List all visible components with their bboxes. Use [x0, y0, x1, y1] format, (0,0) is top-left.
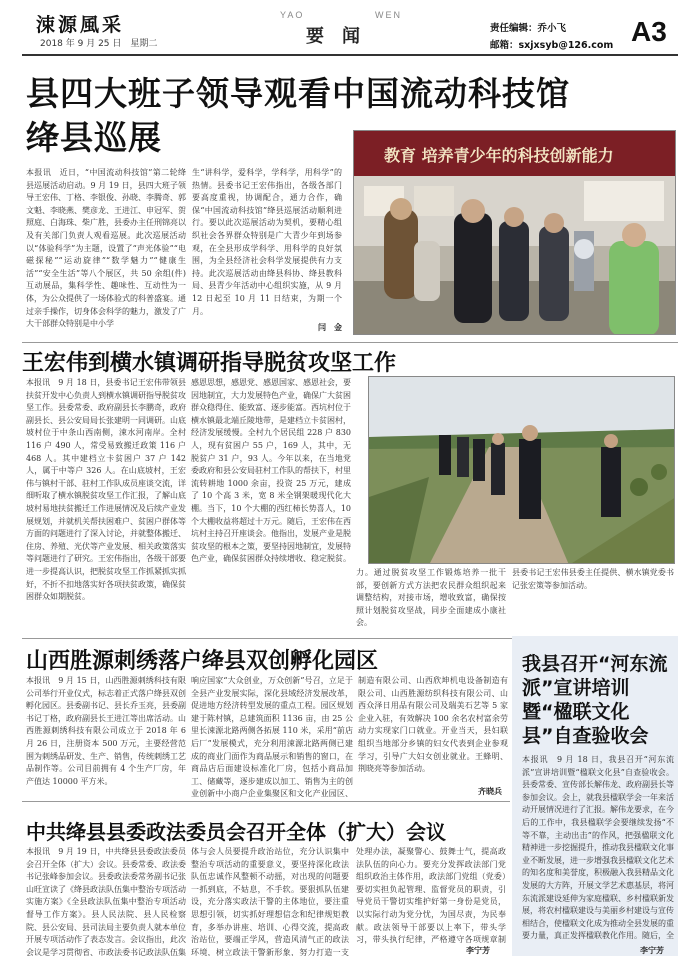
issue-date: 2018 年 9 月 25 日 星期二 — [40, 39, 158, 49]
section-title: 要闻 — [306, 26, 378, 47]
page-number: A3 — [631, 16, 667, 47]
article1-title-line1: 县四大班子领导观看中国流动科技馆 — [26, 74, 570, 113]
article3-title: 山西胜源刺绣落户绛县双创孵化园区 — [26, 649, 379, 674]
article1-title-line2: 绛县巡展 — [26, 118, 162, 157]
photo-banner-text: 教育 培养青少年的科技创新能力 — [384, 146, 614, 165]
article3-column1: 本报讯 9 月 15 日，山西胜源刺绣科技有限公司举行开业仪式，标志着正式落户绛县双创孵化园区。县委副书记、县长乔玉亮，县委副书记丁格，政府副县长王进江等出席活动。山西胜源刺绣科技有限公司成立于 2018 年 6 月 26 日，注册资本 500 万元，主要经营范围为刺绣品研发、生产、销售，传统刺绣工艺品制作等。公司目前拥有 4 个生产厂房，年产值达 10000 平方米。 — [26, 676, 186, 786]
article4-title: 我县召开“河东流派”宣讲培训暨“楹联文化县”自查验收会 — [522, 653, 668, 747]
article2-title: 王宏伟到横水镇调研指导脱贫攻坚工作 — [22, 351, 397, 376]
section-pinyin-left: YAO — [280, 10, 305, 20]
article5-column3: 处理办法，凝聚警心、鼓舞士气，提高政法队伍的向心力。要充分发挥政法部门党组织政治主体作用，政法部门党组（党委）要切实担负起管理、监督党员的职责，引导党员干警切实维护好第一身份是党员，以实际行动为党分忧，为国尽责，为民奉献。政法领导干部要以上率下，带头学习，带头执行纪律，严格遵守各项规章制 — [356, 847, 506, 944]
masthead-rule — [22, 54, 678, 56]
article2-photo-caption: 县委书记王宏伟县委主任提供、横水镇党委书记张宏策等参加活动。 — [512, 568, 674, 590]
newspaper-logo: 涑源風采 — [36, 14, 125, 36]
article5-author: 李宁芳 — [466, 946, 490, 955]
article1-author: 闫 金 — [318, 323, 342, 332]
article5-title: 中共绛县县委政法委员会召开全体（扩大）会议 — [26, 820, 446, 844]
article5-column1: 本报讯 9 月 19 日，中共绛县县委政法委员会召开全体（扩大）会议。县委常委、政法委书记张峰参加会议。县委政法委常务副书记张山旺宣读了《绛县政法队伍集中整治专项活动实施方案》《全县政法队伍集中整治专项活动督导工作方案》。县人民法院、县人民检察院、县公安局、县司法局主要负责人就本单位开展专项活动作了表态发言。会议指出，此次会议是学习贯彻省、市政法委书记政法队伍集 — [26, 847, 186, 956]
article2-column1: 本报讯 9 月 18 日，县委书记王宏伟带领县扶贫开发中心负责人到横水镇调研指导脱贫攻坚工作。县委常委、政府副县长李鹏奇，政府副县长、县公安局局长张建明一同调研。山底坡村位于中条山西南侧，涑水河南岸。全村 116 户 490 人，常受易致搬迁政策 116 户 468 人。其中建档立卡贫困户 37 户 142 人，属于中等户 326 人。在山底坡村，王宏伟与镇村干部、驻村工作队成员座谈交流，详细听取了横水镇脱贫攻坚工作汇报，了解山底坡村易地扶贫搬迁工作进展情况及后续产业发展规划，并就机关帮扶困难户、贫困户群体等方面的问题进行了深入讨论，并就整体搬迁、住房、养殖、光伏等产业发展、相关政策落实等问题进行了研究。王宏伟指出，各级干部要进一步提高认识，把脱贫攻坚工作抓紧抓实抓好，不折不扣地落实好各项扶贫政策，确保贫困群众如期脱贫。 — [26, 378, 186, 602]
article1-column1: 本报讯 近日，“中国流动科技馆”第二轮绛县巡展活动启动。9 月 19 日，县四大班子领导王宏伟、丁格、李银俊、孙晓、李腾奇、郭文魁、李晓燕、樊彦龙、王进江、申冠军、贺照庭、白海珠、柴广胜，县委办主任刑锦亮以及有关部门负责人观看巡展。此次巡展活动以“体验科学”为主题，设置了“声光体验”“电磁探秘”“运动旋律”“数学魅力”“健康生活”“安全生活”等八个展区，共 50 余组(件)互动展品，集科学性、趣味性、互动性为一体，为公众提供了一场体验式的科普盛宴。通过亲手操作，切身体会科学的魅力，激发了广大干部群众特别是中小学 — [26, 168, 186, 329]
email-line: 邮箱：sxjxsyb@126.com — [490, 40, 614, 51]
field-inspection-photo — [368, 376, 675, 564]
divider-1 — [22, 342, 678, 343]
editor-line: 责任编辑：乔小飞 — [490, 23, 567, 34]
article3-author: 齐晓兵 — [478, 787, 502, 796]
article3-column2: 响应国家“大众创业，万众创新”号召，立足于全县产业发展实际，深化县域经济发展改革，促进地方经济转型发展的重点工程。园区规划建于陈村镇，总建筑面积 1136 亩，由 25 公里长涑源北路两侧各拓展 110 米，采用“前店后厂”发展模式，充分利用涑源北路两侧已建成的商业门面作为商品展示和销售的窗口，在商品店后面建设标准化厂房，包括小商品加工、储藏等，逐步建成以加工、销售为主的创业创新中小商户企业集聚区和文化产业园区、 — [191, 676, 353, 798]
article2-column2: 感恩思想，感恩党、感恩国家、感恩社会，要因地制宜，大力发展特色产业，确保广大贫困群众稳得住、能致富、逐步能富。西坑村位于横水镇最北端丘陵地带，是建档立卡贫困村，经济发展缓慢。全村九个居民组 228 户 830 人，现有贫困户 55 户，169 人，其中，无脱贫户 31 户，93 人。今年以来，在当地党委政府和县公安局驻村工作队的帮扶下，村里流转耕地 1000 余亩，投资 25 万元，建成了 10 个高 3 米，宽 8 米全钢架暖现代化大棚。当下，10 个大棚的西红柿长势喜人，10 个大棚收益将超过十万元。随后，王宏伟在西坑村主持召开座谈会。他指出，发展产业是脱贫攻坚的根本之策，要坚持因地制宜，发展特色产业，确保贫困群众持续增收、稳定脱贫。 — [191, 378, 351, 564]
science-museum-photo — [353, 130, 676, 335]
article4-body: 本报讯 9 月 18 日，我县召开“河东流派”宣讲培训暨“楹联文化县”自查验收会。县委常委、宣传部长解伟龙、政府副县长等参加会议。会上，就我县楹联学会一年来活动开展情况进行了汇报。解伟龙要求，在今后的工作中，我县楹联学会要继续发扬“不等不靠，主动出击”的作风，把强楹联文化精神进一步挖掘提升，推动我县楹联文化事业不断发展，进一步增强我县楹联文化艺术的知名度和美誉度，积极融入我县精品文化发展的大方阵，开展文学艺术惠基层，将河东流派建设延伸为家庭楹联、乡村楹联新发展，将农村楹联建设与美丽乡村建设与宣传相结合，使楹联文化成为推动全县发展的重要力量，真正发挥楹联教化作用。随后，全 — [522, 755, 674, 941]
article3-column3: 制造有限公司、山西欣坤机电设备制造有限公司、山西胜源纺织科技有限公司、山西众泽日用品有限公司及瑞美石艺等 5 家企业入驻，有效解决 100 余名农村富余劳动力实现家门口就业。开业当天，县妇联组织当地部分乡镇的妇女代表到企业参观学习，引导广大妇女创业就业。王蜂明、荆晓亮等参加活动。 — [358, 676, 508, 774]
article4-author: 李宁芳 — [640, 946, 664, 955]
article1-column2: 生“讲科学，爱科学，学科学，用科学”的热情。县委书记王宏伟指出，各级各部门要高度重视，协调配合，通力合作，确保“中国流动科技馆”绛县巡展活动顺利进行。要以此次巡展活动为契机，要精心组织社会各界群众特别是广大青少年到场参观，在全县形成学科学、用科学的良好氛围，为全县经济社会科学发展提供有力支持。此次巡展活动由绛县科协、绛县教科局、县青少年活动中心组织实施，从 9 月 12 日起至 10 月 11 日结束，为期一个月。 — [192, 168, 342, 316]
article5-column2: 体与会人员要提升政治站位，充分认识集中整治专项活动的重要意义，要坚持深化政法队伍忠诚作风整顿不动摇，对出现的问题要一抓到底，不姑息，不手软。要狠抓队伍建设，充分落实政法干警的主体地位，要注重思想引领，切实抓好理想信念和纪律规矩教育，多举办讲座、培训、心得交流，提高政治站位，要端正学风，营造风清气正的政法环境，树立政法干警新形象，努力打造一支 — [191, 847, 349, 956]
divider-3 — [22, 801, 510, 802]
article2-column3: 力。通过脱贫攻坚工作锻炼培养一批干部，要创新方式方法把农民群众组织起来调整结构，对接市场，增收致富，确保按照计划脱贫攻坚战，同步全面建成小康社会。 — [356, 568, 506, 628]
section-pinyin-right: WEN — [375, 10, 402, 20]
